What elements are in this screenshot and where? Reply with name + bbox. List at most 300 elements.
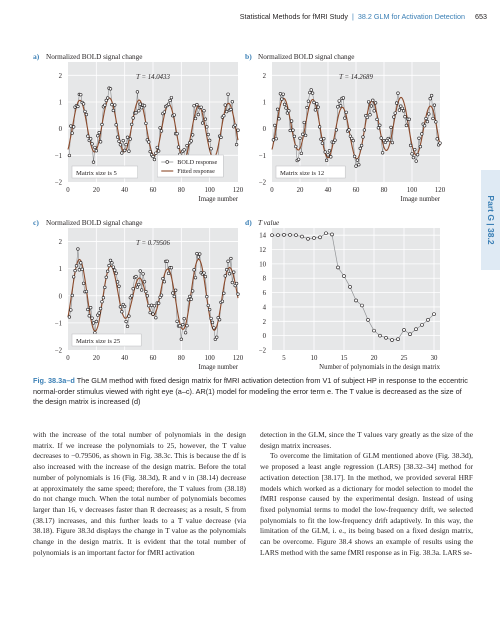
bold-response-point xyxy=(82,282,85,285)
bold-response-point xyxy=(109,88,112,91)
x-tick-label: 5 xyxy=(282,355,286,362)
bold-response-point xyxy=(129,138,132,141)
t-value-label: T = 14.0433 xyxy=(136,74,170,81)
bold-response-point xyxy=(174,289,177,292)
bold-response-point xyxy=(208,139,211,142)
y-tick-label: −2 xyxy=(258,347,266,355)
bold-response-point xyxy=(357,163,360,166)
t-value-point xyxy=(337,266,340,269)
bold-response-point xyxy=(163,280,166,283)
x-tick-label: 40 xyxy=(324,187,332,194)
bold-response-point xyxy=(132,287,135,290)
bold-response-point xyxy=(126,325,129,328)
bold-response-point xyxy=(237,293,240,296)
bold-response-point xyxy=(170,266,173,269)
bold-response-point xyxy=(116,281,119,284)
bold-response-point xyxy=(91,317,94,320)
bold-response-point xyxy=(169,99,172,102)
y-tick-label: 0 xyxy=(262,126,266,134)
bold-response-point xyxy=(147,141,150,144)
bold-response-point xyxy=(324,151,327,154)
bold-response-point xyxy=(106,270,109,273)
bold-response-point xyxy=(322,137,325,140)
bold-response-point xyxy=(320,138,323,141)
bold-response-point xyxy=(231,100,234,103)
bold-response-point xyxy=(370,105,373,108)
bold-response-point xyxy=(191,134,194,137)
bold-response-point xyxy=(137,109,140,112)
bold-response-point xyxy=(282,93,285,96)
bold-response-point xyxy=(152,313,155,316)
x-tick-label: 20 xyxy=(370,355,378,362)
bold-response-point xyxy=(181,323,184,326)
t-value-point xyxy=(289,233,292,236)
bold-response-point xyxy=(313,101,316,104)
bold-response-point xyxy=(307,100,310,103)
bold-response-point xyxy=(315,102,318,105)
bold-response-point xyxy=(145,290,148,293)
t-value-point xyxy=(343,275,346,278)
bold-response-point xyxy=(197,113,200,116)
bold-response-point xyxy=(329,155,332,158)
bold-response-point xyxy=(135,275,138,278)
bold-response-point xyxy=(345,111,348,114)
y-tick-label: 2 xyxy=(262,318,266,326)
t-value-point xyxy=(391,338,394,341)
bold-response-point xyxy=(167,272,170,275)
bold-response-point xyxy=(412,156,415,159)
bold-response-point xyxy=(300,152,303,155)
bold-response-point xyxy=(408,118,411,121)
bold-response-point xyxy=(98,131,101,134)
bold-response-point xyxy=(426,120,429,123)
bold-response-point xyxy=(222,292,225,295)
x-tick-label: 100 xyxy=(204,355,215,362)
bold-response-point xyxy=(230,108,233,111)
y-tick-label: 10 xyxy=(259,261,266,269)
bold-response-point xyxy=(376,118,379,121)
bold-response-point xyxy=(227,260,230,263)
bold-response-point xyxy=(317,106,320,109)
x-tick-label: 40 xyxy=(121,187,129,194)
y-tick-label: 1 xyxy=(262,99,266,107)
bold-response-point xyxy=(348,129,351,132)
bold-response-point xyxy=(343,117,346,120)
bold-response-point xyxy=(186,144,189,147)
y-tick-label: 2 xyxy=(262,72,266,80)
bold-response-point xyxy=(191,290,194,293)
bold-response-point xyxy=(416,153,419,156)
x-tick-label: 60 xyxy=(149,187,157,194)
bold-response-point xyxy=(95,320,98,323)
bold-response-point xyxy=(380,137,383,140)
bold-response-point xyxy=(334,139,337,142)
bold-response-point xyxy=(405,124,408,127)
x-tick-label: 120 xyxy=(232,187,244,194)
bold-response-point xyxy=(98,312,101,315)
bold-response-point xyxy=(232,271,235,274)
x-tick-label: 80 xyxy=(177,355,185,362)
bold-response-point xyxy=(311,92,314,95)
bold-response-point xyxy=(160,294,163,297)
x-tick-label: 25 xyxy=(400,355,408,362)
bold-response-point xyxy=(115,272,118,275)
bold-response-point xyxy=(359,147,362,150)
t-value-point xyxy=(379,334,382,337)
bold-response-point xyxy=(222,114,225,117)
bold-response-point xyxy=(149,311,152,314)
bold-response-point xyxy=(374,102,377,105)
bold-response-point xyxy=(289,129,292,132)
t-value-label: T = 0.79506 xyxy=(136,240,170,247)
bold-response-point xyxy=(72,126,75,129)
t-value-point xyxy=(403,328,406,331)
x-tick-label: 60 xyxy=(149,355,157,362)
t-value-point xyxy=(307,237,310,240)
paragraph: with the increase of the total number of polynomials in the design matrix. If we increase the polynomials to 25, however, the T value decreases to −0.79506, as shown in Fig. 38.3c. This is because the df is also increased with the increase of the design matrix. Before the total number of polynomials is 16 (Fig. 38.3d), R and v in (38.14) decrease at approximately the same speed; therefore, the T values from (38.18) do not change much. When the total number of polynomials becomes larger than 16, v decreases faster than R decreases; as a result, S from (38.17) increases, and this further leads to a T value decrease (via 38.18). Figure 38.3d displays the change in T value as the polynomials change in the design matrix. It is evident that the total number of polynomials is an important factor for fMRI activation xyxy=(33,430,246,557)
bold-response-point xyxy=(111,103,114,106)
y-tick-label: −2 xyxy=(258,179,266,187)
matrix-size-annotation: Matrix size is 25 xyxy=(76,337,121,345)
bold-response-point xyxy=(194,117,197,120)
bold-response-point xyxy=(130,123,133,126)
t-value-label: T = 14.2689 xyxy=(339,74,373,81)
bold-response-point xyxy=(224,104,227,107)
panel-title: T value xyxy=(258,219,280,227)
bold-response-point xyxy=(378,124,381,127)
bold-response-point xyxy=(310,89,313,92)
bold-response-point xyxy=(231,281,234,284)
bold-response-point xyxy=(196,103,199,106)
bold-response-point xyxy=(105,276,108,279)
y-tick-label: 0 xyxy=(262,333,266,341)
x-tick-label: 0 xyxy=(66,187,70,194)
body-column-left xyxy=(33,430,246,558)
bold-response-point xyxy=(149,150,152,153)
y-tick-label: 12 xyxy=(259,247,266,255)
bold-response-point xyxy=(101,123,104,126)
panel-title: Normalized BOLD signal change xyxy=(46,219,143,227)
bold-response-point xyxy=(398,109,401,112)
bold-response-point xyxy=(94,331,97,334)
bold-response-point xyxy=(154,316,157,319)
bold-response-point xyxy=(173,114,176,117)
bold-response-point xyxy=(366,116,369,119)
bold-response-point xyxy=(136,286,139,289)
bold-response-point xyxy=(146,294,149,297)
plot-area xyxy=(272,228,440,350)
bold-response-point xyxy=(123,305,126,308)
bold-response-point xyxy=(86,308,89,311)
legend-label-bold-response: BOLD response xyxy=(177,159,218,167)
x-tick-label: 20 xyxy=(92,355,100,362)
bold-response-point xyxy=(130,295,133,298)
bold-response-point xyxy=(272,139,275,142)
bold-response-point xyxy=(360,144,363,147)
bold-response-point xyxy=(171,292,174,295)
bold-response-point xyxy=(404,115,407,118)
bold-response-point xyxy=(355,165,358,168)
bold-response-point xyxy=(204,118,207,121)
bold-response-point xyxy=(193,104,196,107)
bold-response-point xyxy=(119,306,122,309)
figure-label: Fig. 38.3a–d xyxy=(33,376,75,385)
bold-response-point xyxy=(108,264,111,267)
y-tick-label: 2 xyxy=(58,239,62,247)
bold-response-point xyxy=(308,91,311,94)
bold-response-point xyxy=(142,273,145,276)
bold-response-point xyxy=(157,150,160,153)
bold-response-point xyxy=(427,113,430,116)
bold-response-point xyxy=(139,270,142,273)
bold-response-point xyxy=(86,135,89,138)
bold-response-point xyxy=(392,116,395,119)
bold-response-point xyxy=(224,275,227,278)
y-tick-label: 4 xyxy=(262,304,266,312)
bold-response-point xyxy=(278,117,281,120)
t-value-point xyxy=(349,285,352,288)
bold-response-point xyxy=(170,96,173,99)
bold-response-point xyxy=(352,139,355,142)
body-column-right xyxy=(260,430,473,558)
page-number: 653 xyxy=(475,12,487,21)
bold-response-point xyxy=(221,300,224,303)
bold-response-point xyxy=(77,248,80,251)
x-tick-label: 80 xyxy=(380,187,388,194)
bold-response-point xyxy=(74,269,77,272)
x-tick-label: 120 xyxy=(434,187,446,194)
y-tick-label: −2 xyxy=(54,347,62,355)
x-tick-label: 15 xyxy=(340,355,348,362)
bold-response-point xyxy=(205,126,208,129)
bold-response-point xyxy=(99,307,102,310)
panel-title: Normalized BOLD signal change xyxy=(46,53,143,61)
bold-response-point xyxy=(339,104,342,107)
y-tick-label: −1 xyxy=(54,320,62,328)
bold-response-point xyxy=(68,316,71,319)
paragraph: detection in the GLM, since the T values vary greatly as the size of the design matrix increases. xyxy=(260,430,473,450)
bold-response-point xyxy=(275,137,278,140)
bold-response-point xyxy=(136,91,139,94)
matrix-size-annotation: Matrix size is 12 xyxy=(280,169,325,177)
bold-response-point xyxy=(150,304,153,307)
bold-response-point xyxy=(235,143,238,146)
bold-response-point xyxy=(234,124,237,127)
bold-response-point xyxy=(208,308,211,311)
bold-response-point xyxy=(369,113,372,116)
bold-response-point xyxy=(85,113,88,116)
bold-response-point xyxy=(194,276,197,279)
x-tick-label: 120 xyxy=(232,355,244,362)
bold-response-point xyxy=(294,145,297,148)
bold-response-point xyxy=(139,103,142,106)
bold-response-point xyxy=(71,294,74,297)
bold-response-point xyxy=(180,338,183,341)
bold-response-point xyxy=(325,159,328,162)
bold-response-point xyxy=(157,302,160,305)
y-tick-label: 1 xyxy=(58,99,62,107)
bold-response-point xyxy=(273,124,276,127)
y-tick-label: 1 xyxy=(58,266,62,274)
bold-response-point xyxy=(187,298,190,301)
bold-response-point xyxy=(143,104,146,107)
bold-response-point xyxy=(203,109,206,112)
t-value-point xyxy=(373,329,376,332)
bold-response-point xyxy=(140,106,143,109)
bold-response-point xyxy=(205,295,208,298)
y-tick-label: 2 xyxy=(58,72,62,80)
bold-response-point xyxy=(210,317,213,320)
bold-response-point xyxy=(335,129,338,132)
bold-response-point xyxy=(303,121,306,124)
side-tab-label: Part G | 38.2 xyxy=(485,195,496,245)
bold-response-point xyxy=(201,122,204,125)
bold-response-point xyxy=(125,320,128,323)
bold-response-point xyxy=(432,117,435,120)
bold-response-point xyxy=(190,298,193,301)
x-tick-label: 10 xyxy=(310,355,318,362)
bold-response-point xyxy=(122,139,125,142)
bold-response-point xyxy=(306,106,309,109)
bold-response-point xyxy=(106,97,109,100)
bold-response-point xyxy=(173,295,176,298)
bold-response-point xyxy=(128,150,131,153)
bold-response-point xyxy=(397,92,400,95)
bold-response-point xyxy=(321,142,324,145)
bold-response-point xyxy=(154,152,157,155)
bold-response-point xyxy=(193,268,196,271)
bold-response-point xyxy=(328,149,331,152)
x-tick-label: 30 xyxy=(430,355,438,362)
bold-response-point xyxy=(103,286,106,289)
t-value-point xyxy=(433,313,436,316)
bold-response-point xyxy=(434,121,437,124)
bold-response-point xyxy=(69,125,72,128)
legend-marker xyxy=(166,161,169,164)
bold-response-point xyxy=(176,320,179,323)
bold-response-point xyxy=(292,129,295,132)
caption-text: The GLM method with fixed design matrix for fMRI activation detection from V1 of subject HP in response to the eccentric normal-order stimulus viewed with right eye (a–c). AR(1) model for modeling the error term e. The T value is decreased as the size of the design matrix is increased (d) xyxy=(33,376,468,407)
bold-response-point xyxy=(145,122,148,125)
bold-response-point xyxy=(78,268,81,271)
bold-response-point xyxy=(227,93,230,96)
bold-response-point xyxy=(430,94,433,97)
bold-response-point xyxy=(196,252,199,255)
t-value-point xyxy=(295,234,298,237)
x-tick-label: 40 xyxy=(121,355,129,362)
bold-response-point xyxy=(314,109,317,112)
bold-response-point xyxy=(280,98,283,101)
bold-response-point xyxy=(135,112,138,115)
panel-letter: d) xyxy=(245,218,252,227)
t-value-point xyxy=(367,318,370,321)
bold-response-point xyxy=(152,155,155,158)
bold-response-point xyxy=(225,110,228,113)
bold-response-point xyxy=(213,327,216,330)
bold-response-point xyxy=(276,108,279,111)
bold-response-point xyxy=(153,304,156,307)
chapter-title: Statistical Methods for fMRI Study xyxy=(239,12,349,21)
bold-response-point xyxy=(113,104,116,107)
y-tick-label: −1 xyxy=(54,152,62,160)
bold-response-point xyxy=(395,102,398,105)
t-value-point xyxy=(271,234,274,237)
section-title: GLM for Activation Detection xyxy=(373,12,465,21)
bold-response-point xyxy=(103,104,106,107)
bold-response-point xyxy=(95,149,98,152)
t-value-point xyxy=(283,233,286,236)
bold-response-point xyxy=(190,140,193,143)
x-tick-label: 0 xyxy=(270,187,274,194)
figure-caption xyxy=(33,376,473,408)
bold-response-point xyxy=(81,268,84,271)
bold-response-point xyxy=(113,269,116,272)
y-tick-label: −2 xyxy=(54,179,62,187)
x-tick-label: 20 xyxy=(92,187,100,194)
bold-response-point xyxy=(200,106,203,109)
t-value-point xyxy=(409,333,412,336)
bold-response-point xyxy=(140,289,143,292)
bold-response-point xyxy=(198,253,201,256)
bold-response-point xyxy=(203,272,206,275)
bold-response-point xyxy=(188,295,191,298)
bold-response-point xyxy=(211,321,214,324)
bold-response-point xyxy=(429,97,432,100)
bold-response-point xyxy=(279,92,282,95)
bold-response-point xyxy=(228,272,231,275)
bold-response-point xyxy=(77,105,80,108)
bold-response-point xyxy=(186,324,189,327)
t-value-point xyxy=(313,237,316,240)
bold-response-point xyxy=(68,154,71,157)
bold-response-point xyxy=(89,306,92,309)
bold-response-point xyxy=(402,110,405,113)
bold-response-point xyxy=(220,136,223,139)
bold-response-point xyxy=(84,110,87,113)
bold-response-point xyxy=(394,112,397,115)
bold-response-point xyxy=(91,143,94,146)
bold-response-point xyxy=(433,104,436,107)
bold-response-point xyxy=(415,160,418,163)
x-tick-label: 100 xyxy=(406,187,418,194)
bold-response-point xyxy=(418,137,421,140)
bold-response-point xyxy=(301,133,304,136)
section-number: 38.2 xyxy=(357,12,372,21)
bold-response-point xyxy=(96,134,99,137)
panel-letter: b) xyxy=(245,52,252,61)
t-value-point xyxy=(277,234,280,237)
bold-response-point xyxy=(342,97,345,100)
bold-response-point xyxy=(420,133,423,136)
bold-response-point xyxy=(111,262,114,265)
bold-response-point xyxy=(356,159,359,162)
bold-response-point xyxy=(287,109,290,112)
bold-response-point xyxy=(336,105,339,108)
t-value-point xyxy=(421,323,424,326)
t-value-point xyxy=(361,304,364,307)
bold-response-point xyxy=(363,129,366,132)
bold-response-point xyxy=(419,145,422,148)
bold-response-point xyxy=(439,142,442,145)
t-value-point xyxy=(415,328,418,331)
t-value-point xyxy=(325,232,328,235)
bold-response-point xyxy=(367,101,370,104)
bold-response-point xyxy=(377,127,380,130)
bold-response-point xyxy=(75,264,78,267)
t-value-point xyxy=(331,233,334,236)
bold-response-point xyxy=(92,161,95,164)
bold-response-point xyxy=(162,277,165,280)
